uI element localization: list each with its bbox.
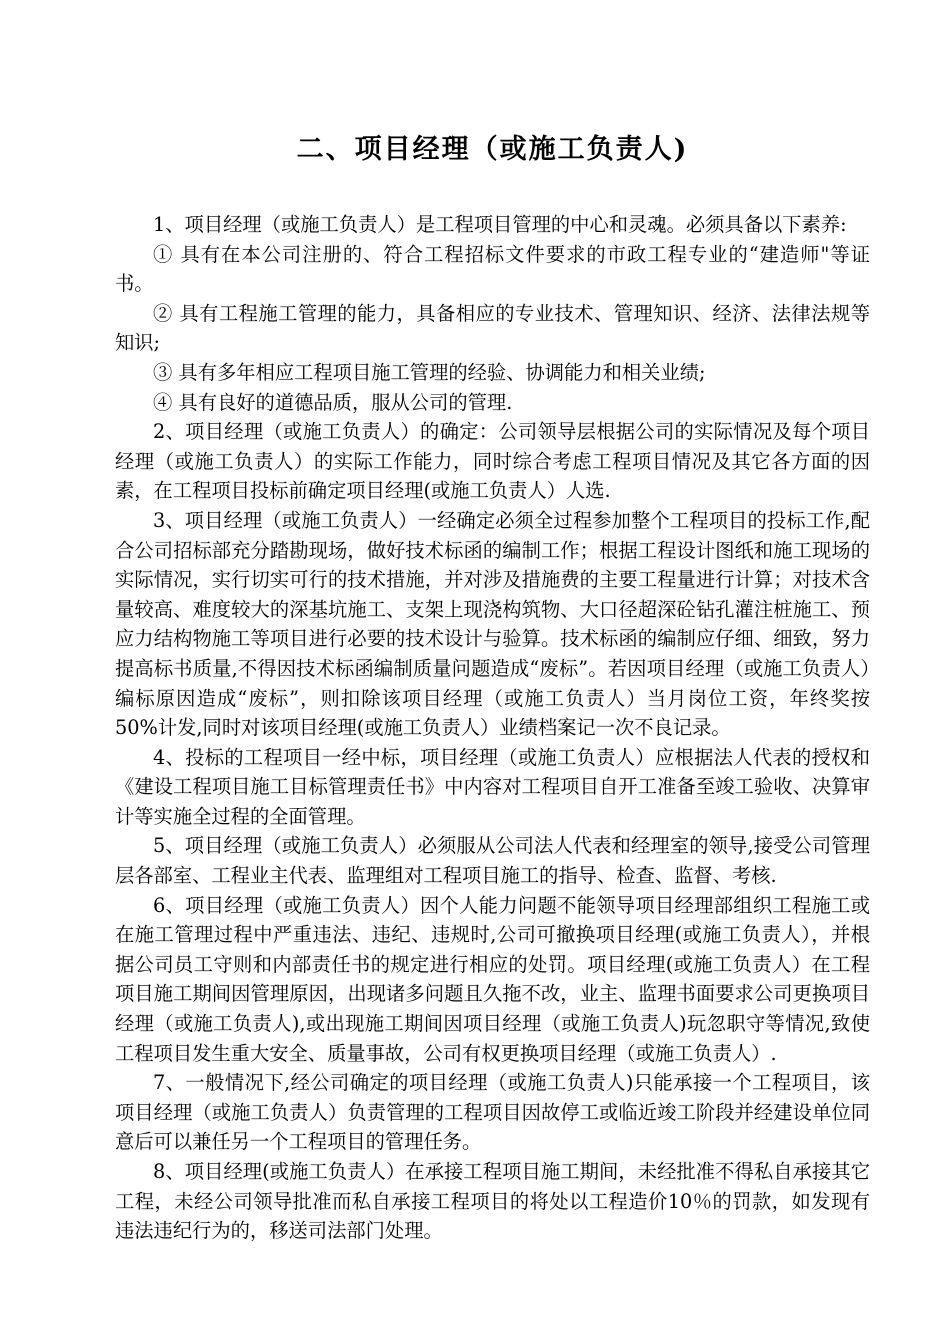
paragraph-8: 8、项目经理(或施工负责人）在承接工程项目施工期间，未经批准不得私自承接其它工程，未经公司领导批准而私自承接工程项目的将处以工程造价10％的罚款，如发现有违法违纪行为的，移送司法部门处理。 bbox=[115, 1160, 870, 1243]
paragraph-item-1: ① 具有在本公司注册的、符合工程招标文件要求的市政工程专业的“建造师"等证书。 bbox=[115, 242, 870, 296]
paragraph-6: 6、项目经理（或施工负责人）因个人能力问题不能领导项目经理部组织工程施工或在施工管理过程中严重违法、违纪、违规时,公司可撤换项目经理(或施工负责人），并根据公司员工守则和内部责任书的规定进行相应的处罚。项目经理(或施工负责人）在工程项目施工期间因管理原因，出现诸多问题且久拖不改，业主、监理书面要求公司更换项目经理（或施工负责人),或出现施工期间因项目经理（或施工负责人)玩忽职守等情况,致使工程项目发生重大安全、质量事故，公司有权更换项目经理（或施工负责人）. bbox=[115, 893, 870, 1065]
page-title: 二、项目经理（或施工负责人) bbox=[296, 134, 689, 165]
paragraph-5: 5、项目经理（或施工负责人）必须服从公司法人代表和经理室的领导,接受公司管理层各部室、工程业主代表、监理组对工程项目施工的指导、检查、监督、考核. bbox=[115, 834, 870, 888]
paragraph-7: 7、一般情况下,经公司确定的项目经理（或施工负责人)只能承接一个工程项目，该项目经理（或施工负责人）负责管理的工程项目因故停工或临近竣工阶段并经建设单位同意后可以兼任另一个工程项目的管理任务。 bbox=[115, 1071, 870, 1154]
document-page bbox=[115, 130, 870, 1246]
paragraph-item-3: ③ 具有多年相应工程项目施工管理的经验、协调能力和相关业绩; bbox=[153, 360, 706, 384]
paragraph-item-4: ④ 具有良好的道德品质，服从公司的管理. bbox=[153, 390, 513, 414]
paragraph-item-2: ② 具有工程施工管理的能力，具备相应的专业技术、管理知识、经济、法律法规等知识; bbox=[115, 301, 870, 355]
paragraph-1: 1、项目经理（或施工负责人）是工程项目管理的中心和灵魂。必须具备以下素养: bbox=[153, 213, 847, 236]
paragraph-4: 4、投标的工程项目一经中标，项目经理（或施工负责人）应根据法人代表的授权和《建设工程项目施工目标管理责任书》中内容对工程项目自开工准备至竣工验收、决算审计等实施全过程的全面管理。 bbox=[115, 745, 870, 828]
paragraph-3: 3、项目经理（或施工负责人）一经确定必须全过程参加整个工程项目的投标工作,配合公司招标部充分踏勘现场，做好技术标函的编制工作；根据工程设计图纸和施工现场的实际情况，实行切实可行的技术措施，并对涉及措施费的主要工程量进行计算；对技术含量较高、难度较大的深基坑施工、支架上现浇构筑物、大口径超深砼钻孔灌注桩施工、预应力结构物施工等项目进行必要的技术设计与验算。技术标函的编制应仔细、细致，努力提高标书质量,不得因技术标函编制质量问题造成“废标”。若因项目经理（或施工负责人）编标原因造成“废标”，则扣除该项目经理（或施工负责人）当月岗位工资，年终奖按50%计发,同时对该项目经理(或施工负责人）业绩档案记一次不良记录。 bbox=[115, 508, 870, 740]
paragraph-2: 2、项目经理（或施工负责人）的确定：公司领导层根据公司的实际情况及每个项目经理（或施工负责人）的实际工作能力，同时综合考虑工程项目情况及其它各方面的因素，在工程项目投标前确定项目经理(或施工负责人）人选. bbox=[115, 420, 870, 503]
